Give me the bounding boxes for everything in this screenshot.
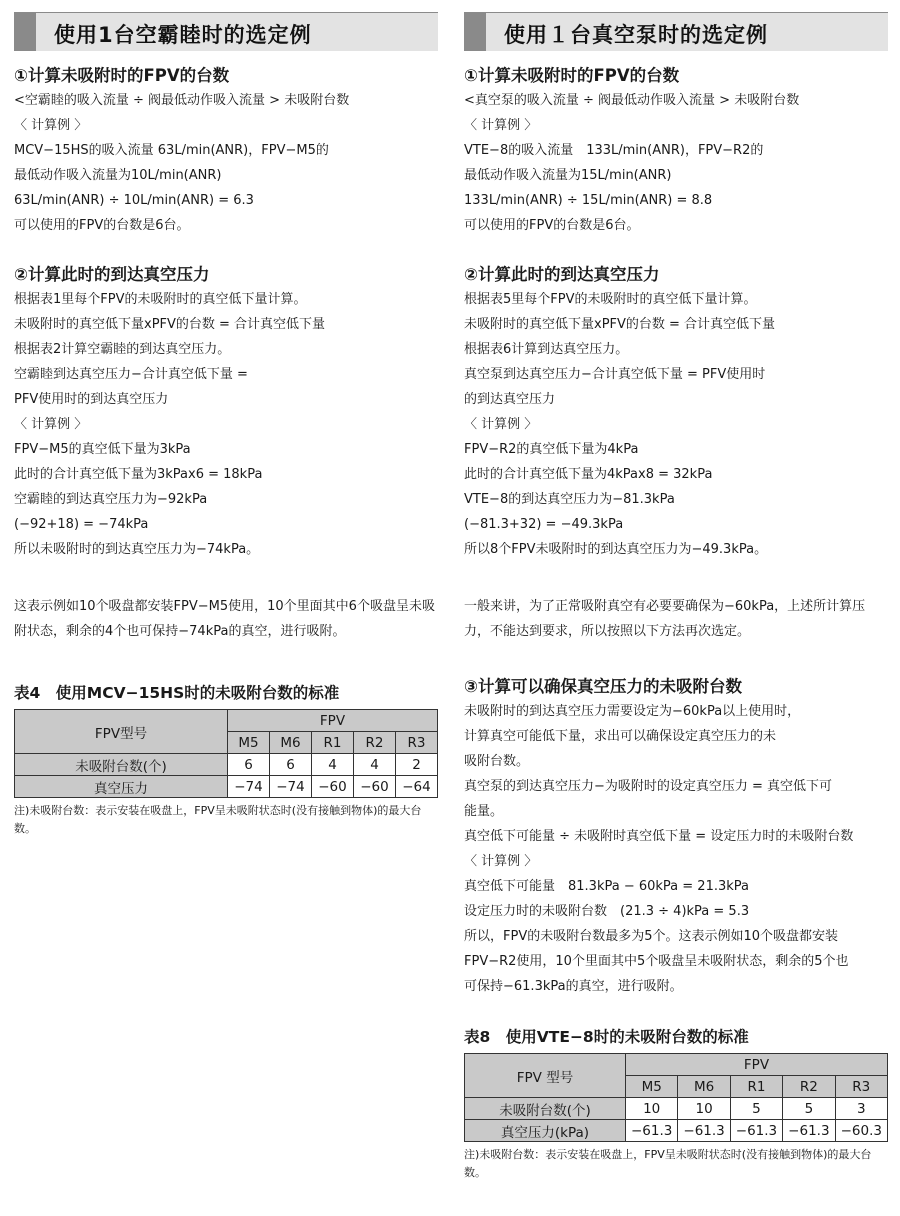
body-line: 能量。 [464, 804, 504, 819]
left-summary: 这表示例如10个吸盘都安装FPV−M5使用，10个里面其中6个吸盘呈未吸附状态，剩余的4个也可保持−74kPa的真空，进行吸附。 [14, 599, 435, 639]
body-line: 所以未吸附时的到达真空压力为−74kPa。 [14, 542, 260, 557]
right-summary: 一般来讲，为了正常吸附真空有必要要确保为−60kPa，上述所计算压力，不能达到要求，所以按照以下方法再次选定。 [464, 599, 866, 639]
row-label-cell: 真空压力 [15, 776, 228, 798]
right-step1 [464, 64, 888, 238]
body-line: 空霸睦到达真空压力−合计真空低下量 = [14, 367, 248, 382]
body-line: 所以8个FPV未吸附时的到达真空压力为−49.3kPa。 [464, 542, 768, 557]
left-step1 [14, 64, 438, 238]
right-step3-body [464, 699, 888, 999]
body-line: <真空泵的吸入流量 ÷ 阀最低动作吸入流量 > 未吸附台数 [464, 93, 800, 108]
model-cell: R1 [730, 1076, 782, 1098]
body-line: PFV使用时的到达真空压力 [14, 392, 169, 407]
body-line: 此时的合计真空低下量为4kPax8 = 32kPa [464, 467, 713, 482]
body-line: FPV−M5的真空低下量为3kPa [14, 442, 191, 457]
group-header-cell: FPV [626, 1054, 888, 1076]
group-header-cell: FPV [228, 710, 438, 732]
body-line: 根据表5里每个FPV的未吸附时的真空低下量计算。 [464, 292, 757, 307]
left-column [14, 0, 438, 835]
value-cell: −64 [396, 776, 438, 798]
body-line: 设定压力时的未吸附台数 (21.3 ÷ 4)kPa = 5.3 [464, 904, 750, 919]
right-step2-heading: ②计算此时的到达真空压力 [464, 265, 660, 284]
row-label-cell: 未吸附台数(个) [465, 1098, 626, 1120]
row-label-cell: 真空压力(kPa) [465, 1120, 626, 1142]
body-line: FPV−R2的真空低下量为4kPa [464, 442, 639, 457]
value-cell: −60.3 [835, 1120, 887, 1142]
right-step1-body [464, 88, 888, 238]
body-line: 133L/min(ANR) ÷ 15L/min(ANR) = 8.8 [464, 193, 713, 208]
value-cell: −74 [228, 776, 270, 798]
value-cell: −61.3 [626, 1120, 678, 1142]
body-line: VTE−8的吸入流量 133L/min(ANR)，FPV−R2的 [464, 143, 764, 158]
right-section-title-bar [464, 12, 888, 51]
value-cell: −60 [312, 776, 354, 798]
value-cell: −60 [354, 776, 396, 798]
body-line: MCV−15HS的吸入流量 63L/min(ANR)，FPV−M5的 [14, 143, 329, 158]
body-line: <空霸睦的吸入流量 ÷ 阀最低动作吸入流量 > 未吸附台数 [14, 93, 350, 108]
right-step1-heading: ①计算未吸附时的FPV的台数 [464, 66, 680, 85]
body-line: 真空泵的到达真空压力−为吸附时的设定真空压力 = 真空低下可 [464, 779, 833, 794]
value-cell: 6 [270, 754, 312, 776]
right-spec-table [464, 1053, 888, 1142]
body-line: 〈 计算例 〉 [464, 417, 538, 432]
left-step1-heading: ①计算未吸附时的FPV的台数 [14, 66, 230, 85]
model-header-cell: FPV 型号 [465, 1054, 626, 1098]
body-line: (−81.3+32) = −49.3kPa [464, 517, 624, 532]
model-cell: M6 [678, 1076, 730, 1098]
body-line: 可保持−61.3kPa的真空，进行吸附。 [464, 979, 683, 994]
value-cell: 5 [730, 1098, 782, 1120]
left-table-note: 注)未吸附台数：表示安装在吸盘上，FPV呈未吸附状态时(没有接触到物体)的最大台数。 [14, 804, 422, 835]
body-line: 〈 计算例 〉 [464, 854, 538, 869]
body-line: 未吸附时的真空低下量xPFV的台数 = 合计真空低下量 [14, 317, 326, 332]
body-line: 63L/min(ANR) ÷ 10L/min(ANR) = 6.3 [14, 193, 254, 208]
body-line: 〈 计算例 〉 [14, 118, 88, 133]
body-line: 最低动作吸入流量为15L/min(ANR) [464, 168, 672, 183]
body-line: FPV−R2使用，10个里面其中5个吸盘呈未吸附状态，剩余的5个也 [464, 954, 849, 969]
body-line: 未吸附时的到达真空压力需要设定为−60kPa以上使用时， [464, 704, 801, 719]
body-line: 根据表2计算空霸睦的到达真空压力。 [14, 342, 231, 357]
value-cell: 10 [678, 1098, 730, 1120]
body-line: 可以使用的FPV的台数是6台。 [464, 218, 640, 233]
model-cell: M5 [626, 1076, 678, 1098]
right-table-block [464, 1026, 888, 1182]
value-cell: 4 [354, 754, 396, 776]
body-line: (−92+18) = −74kPa [14, 517, 149, 532]
right-column [464, 0, 888, 1179]
model-cell: R2 [354, 732, 396, 754]
left-step2 [14, 263, 438, 562]
body-line: 此时的合计真空低下量为3kPax6 = 18kPa [14, 467, 263, 482]
model-cell: R1 [312, 732, 354, 754]
row-label-cell: 未吸附台数(个) [15, 754, 228, 776]
left-spec-table [14, 709, 438, 798]
body-line: 〈 计算例 〉 [464, 118, 538, 133]
value-cell: 5 [783, 1098, 835, 1120]
model-cell: M6 [270, 732, 312, 754]
value-cell: 10 [626, 1098, 678, 1120]
right-step3-heading: ③计算可以确保真空压力的未吸附台数 [464, 677, 742, 696]
value-cell: −61.3 [730, 1120, 782, 1142]
body-line: 根据表6计算到达真空压力。 [464, 342, 629, 357]
right-section-title: 使用１台真空泵时的选定例 [504, 23, 768, 47]
body-line: 空霸睦的到达真空压力为−92kPa [14, 492, 208, 507]
body-line: 根据表1里每个FPV的未吸附时的真空低下量计算。 [14, 292, 307, 307]
body-line: 〈 计算例 〉 [14, 417, 88, 432]
left-table-caption: 表4 使用MCV−15HS时的未吸附台数的标准 [14, 684, 340, 702]
right-step2-body [464, 287, 888, 562]
model-cell: M5 [228, 732, 270, 754]
model-cell: R2 [783, 1076, 835, 1098]
body-line: 可以使用的FPV的台数是6台。 [14, 218, 190, 233]
body-line: 所以，FPV的未吸附台数最多为5个。这表示例如10个吸盘都安装 [464, 929, 839, 944]
body-line: 真空低下可能量 81.3kPa − 60kPa = 21.3kPa [464, 879, 749, 894]
value-cell: 3 [835, 1098, 887, 1120]
left-table-block [14, 682, 438, 838]
body-line: 最低动作吸入流量为10L/min(ANR) [14, 168, 222, 183]
right-table-note: 注)未吸附台数：表示安装在吸盘上，FPV呈未吸附状态时(没有接触到物体)的最大台数。 [464, 1148, 872, 1179]
value-cell: −61.3 [783, 1120, 835, 1142]
left-section-title-bar [14, 12, 438, 51]
model-header-cell: FPV型号 [15, 710, 228, 754]
value-cell: 4 [312, 754, 354, 776]
body-line: 吸附台数。 [464, 754, 530, 769]
body-line: 的到达真空压力 [464, 392, 556, 407]
body-line: VTE−8的到达真空压力为−81.3kPa [464, 492, 675, 507]
model-cell: R3 [396, 732, 438, 754]
left-step1-body [14, 88, 438, 238]
title-marker [14, 13, 36, 51]
body-line: 真空低下可能量 ÷ 未吸附时真空低下量 = 设定压力时的未吸附台数 [464, 829, 854, 844]
value-cell: −61.3 [678, 1120, 730, 1142]
body-line: 未吸附时的真空低下量xPFV的台数 = 合计真空低下量 [464, 317, 776, 332]
model-cell: R3 [835, 1076, 887, 1098]
right-step2 [464, 263, 888, 562]
value-cell: 6 [228, 754, 270, 776]
right-table-caption: 表8 使用VTE−8时的未吸附台数的标准 [464, 1028, 749, 1046]
value-cell: 2 [396, 754, 438, 776]
left-step2-heading: ②计算此时的到达真空压力 [14, 265, 210, 284]
left-step2-body [14, 287, 438, 562]
value-cell: −74 [270, 776, 312, 798]
left-section-title: 使用1台空霸睦时的选定例 [54, 23, 312, 47]
title-marker [464, 13, 486, 51]
right-step3 [464, 675, 888, 999]
body-line: 真空泵到达真空压力−合计真空低下量 = PFV使用时 [464, 367, 766, 382]
body-line: 计算真空可能低下量，求出可以确保设定真空压力的未 [464, 729, 777, 744]
